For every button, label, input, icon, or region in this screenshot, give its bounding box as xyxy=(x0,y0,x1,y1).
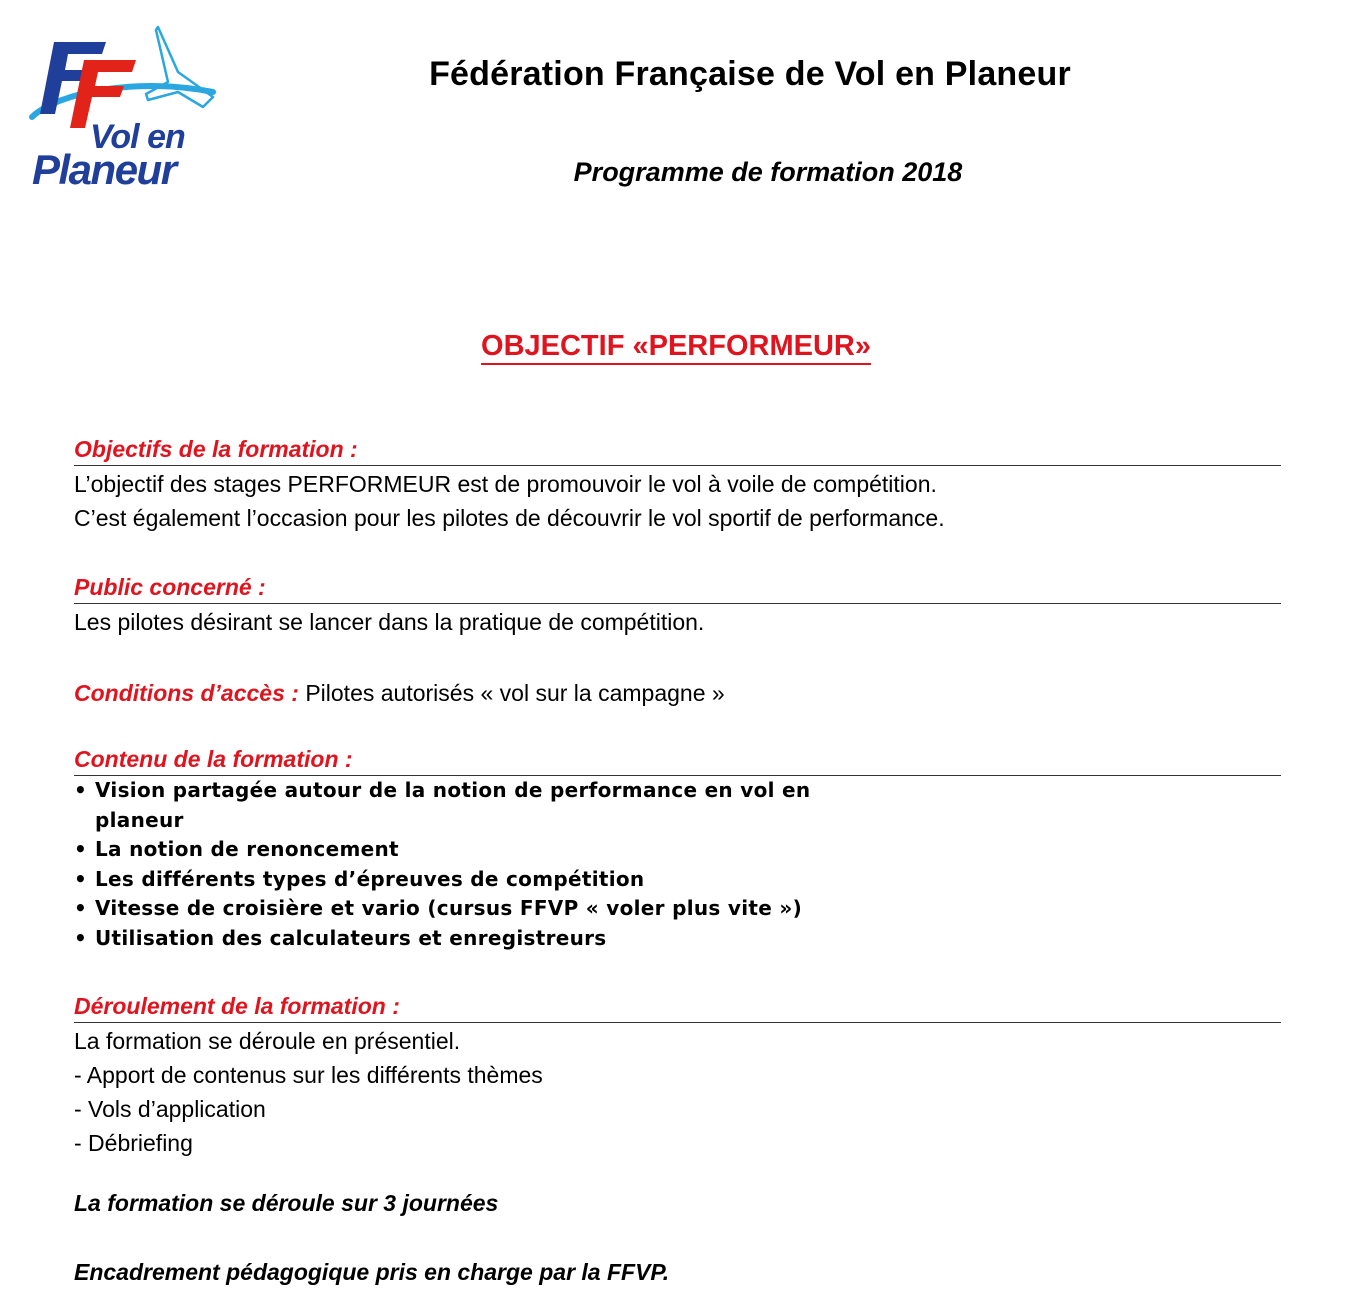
list-item xyxy=(74,835,814,865)
deroulement-line-2: - Apport de contenus sur les différents thèmes xyxy=(74,1062,543,1088)
document-title: Fédération Française de Vol en Planeur xyxy=(429,55,1071,93)
deroulement-line-1: La formation se déroule en présentiel. xyxy=(74,1028,461,1054)
conditions-text: Pilotes autorisés « vol sur la campagne » xyxy=(298,680,725,706)
bullet-icon: • xyxy=(74,925,88,950)
bullet-icon: • xyxy=(74,778,88,802)
section-deroulement xyxy=(74,991,1281,1160)
bullet-icon: • xyxy=(74,866,88,891)
list-item-text: Vision partagée autour de la notion de performance en vol en planeur xyxy=(95,778,811,832)
public-line-1: Les pilotes désirant se lancer dans la pratique de compétition. xyxy=(74,609,705,635)
section-title-deroulement: Déroulement de la formation : xyxy=(74,991,1281,1023)
list-item xyxy=(74,894,814,924)
section-contenu xyxy=(74,744,1281,953)
list-item-text: La notion de renoncement xyxy=(95,837,399,861)
main-heading xyxy=(0,330,1348,363)
main-heading-text: OBJECTIF «PERFORMEUR» xyxy=(481,330,871,365)
deroulement-line-3: - Vols d’application xyxy=(74,1096,266,1122)
objectifs-line-2: C’est également l’occasion pour les pilotes de découvrir le vol sportif de performance. xyxy=(74,505,945,531)
objectifs-line-1: L’objectif des stages PERFORMEUR est de promouvoir le vol à voile de compétition. xyxy=(74,471,937,497)
supervision-note: Encadrement pédagogique pris en charge par la FFVP. xyxy=(74,1259,670,1285)
document-subtitle: Programme de formation 2018 xyxy=(573,157,963,187)
conditions-line xyxy=(74,678,1281,709)
section-objectifs xyxy=(74,434,1281,535)
bullet-icon: • xyxy=(74,896,88,920)
list-item xyxy=(74,865,814,895)
logo-line2: Planeur xyxy=(32,146,176,192)
contenu-list xyxy=(74,776,814,953)
bullet-icon: • xyxy=(74,837,88,861)
section-title-conditions: Conditions d’accès : xyxy=(74,680,299,706)
list-item xyxy=(74,924,814,954)
list-item-text: Les différents types d’épreuves de compétition xyxy=(95,866,645,891)
section-title-objectifs: Objectifs de la formation : xyxy=(74,434,1281,466)
section-public xyxy=(74,572,1281,639)
list-item-text: Vitesse de croisière et vario (cursus FFVP « voler plus vite ») xyxy=(95,896,803,920)
section-title-contenu: Contenu de la formation : xyxy=(74,744,1281,776)
logo-line1: Vol en xyxy=(90,118,185,156)
section-conditions xyxy=(74,678,1281,709)
section-title-public: Public concerné : xyxy=(74,572,1281,604)
deroulement-line-4: - Débriefing xyxy=(74,1130,193,1156)
list-item xyxy=(74,776,814,835)
list-item-text: Utilisation des calculateurs et enregistreurs xyxy=(95,925,607,950)
duration-note: La formation se déroule sur 3 journées xyxy=(74,1190,499,1216)
